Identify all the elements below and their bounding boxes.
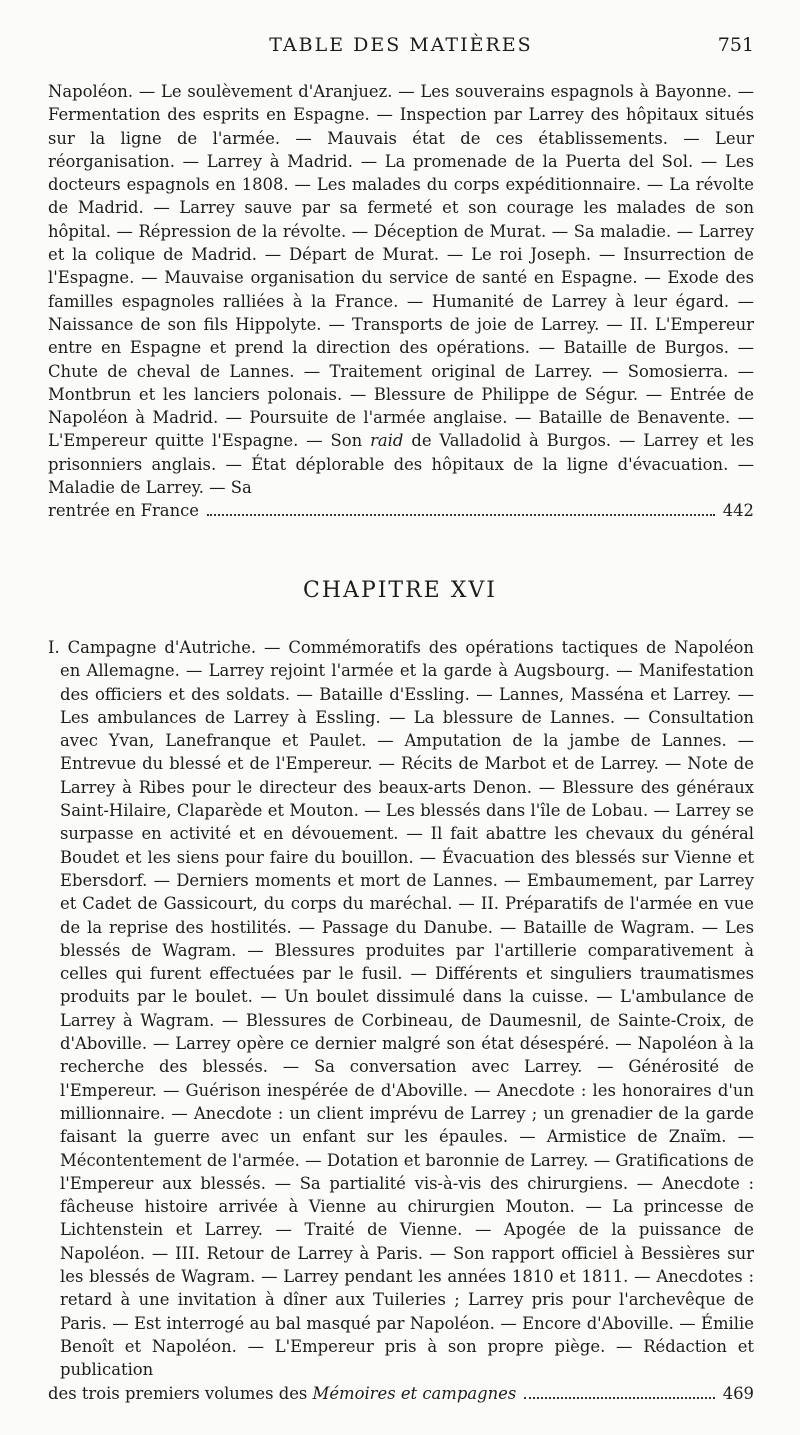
toc-entry-page-ref: 442 — [722, 501, 754, 521]
toc-entry-last-line — [48, 499, 754, 522]
chapter-heading: CHAPITRE XVI — [303, 578, 497, 603]
toc-entry-summary — [48, 80, 754, 499]
chapter-last-line — [48, 1382, 754, 1405]
chapter-summary: I. Campagne d'Autriche. — Commémoratifs des opérations tactiques de Napoléon en Allemagne. — Larrey rejoint l'armée et la garde à Augsbourg. — Manifestation des officiers et des soldats. — Bataille d'Essling. — Lannes, Masséna et Larrey. — Les ambulances de Larrey à Essling. — La blessure de Lannes. — Consultation avec Yvan, Lanefranque et Paulet. — Amputation de la jambe de Lannes. — Entrevue du blessé et de l'Empereur. — Récits de Marbot et de Larrey. — Note de Larrey à Ribes pour le directeur des beaux-arts Denon. — Blessure des généraux Saint-Hilaire, Claparède et Mouton. — Les blessés dans l'île de Lobau. — Larrey se surpasse en activité et en dévouement. — Il fait abattre les chevaux du général Boudet et les siens pour faire du bouillon. — Évacuation des blessés sur Vienne et Ebersdorf. — Derniers moments et mort de Lannes. — Embaumement, par Larrey et Cadet de Gassicourt, du corps du maréchal. — II. Préparatifs de l'armée en vue de la reprise des hostilités. — Passage du Danube. — Bataille de Wagram. — Les blessés de Wagram. — Blessures produites par l'artillerie comparativement à celles qui furent effectuées par le fusil. — Différents et singuliers traumatismes produits par le boulet. — Un boulet dissimulé dans la cuisse. — L'ambulance de Larrey à Wagram. — Blessures de Corbineau, de Daumesnil, de Sainte-Croix, de d'Aboville. — Larrey opère ce dernier malgré son état désespéré. — Napoléon à la recherche des blessés. — Sa conversation avec Larrey. — Générosité de l'Empereur. — Guérison inespérée de d'Aboville. — Anecdote : les honoraires d'un millionnaire. — Anecdote : un client imprévu de Larrey ; un grenadier de la garde faisant la guerre avec un enfant sur les épaules. — Armistice de Znaïm. — Mécontentement de l'armée. — Dotation et baronnie de Larrey. — Gratifications de l'Empereur aux blessés. — Sa partialité vis-à-vis des chirurgiens. — Anecdote : fâcheuse histoire arrivée à Vienne au chirurgien Mouton. — La princesse de Lichtenstein et Larrey. — Traité de Vienne. — Apogée de la puissance de Napoléon. — III. Retour de Larrey à Paris. — Son rapport officiel à Bessières sur les blessés de Wagram. — Larrey pendant les années 1810 et 1811. — Anecdotes : retard à une invitation à dîner aux Tuileries ; Larrey pris pour l'archevêque de Paris. — Est interrogé au bal masqué par Napoléon. — Encore d'Aboville. — Émilie Benoît et Napoléon. — L'Empereur pris à son propre piège. — Rédaction et publication — [48, 638, 754, 1380]
summary-text-2: de Valladolid à Burgos. — Larrey et les prisonniers anglais. — État déplorable des hôpitaux de la ligne d'évacuation. — Maladie de Larrey. — Sa — [48, 431, 755, 498]
chapter-page-ref: 469 — [722, 1383, 754, 1403]
summary-text: Napoléon. — Le soulèvement d'Aranjuez. — Les souverains espagnols à Bayonne. — Fermentation des esprits en Espagne. — Inspection par Larrey des hôpitaux situés sur la ligne de l'armée. — Mauvais état de ces établissements. — Leur réorganisation. — Larrey à Madrid. — La promenade de la Puerta del Sol. — Les docteurs espagnols en 1808. — Les malades du corps expéditionnaire. — La révolte de Madrid. — Larrey sauve par sa fermeté et son courage les malades de son hôpital. — Répression de la révolte. — Déception de Murat. — Sa maladie. — Larrey et la colique de Madrid. — Départ de Murat. — Le roi Joseph. — Insurrection de l'Espagne. — Mauvaise organisation du service de santé en Espagne. — Exode des familles espagnoles ralliées à la France. — Humanité de Larrey à leur égard. — Naissance de son fils Hippolyte. — Transports de joie de Larrey. — II. L'Empereur entre en Espagne et prend la direction des opérations. — Bataille de Burgos. — Chute de cheval de Lannes. — Traitement original de Larrey. — Somosierra. — Montbrun et les lanciers polonais. — Blessure de Philippe de Ségur. — Entrée de Napoléon à Madrid. — Poursuite de l'armée anglaise. — Bataille de Benavente. — L'Empereur quitte l'Espagne. — Son — [48, 82, 754, 451]
dot-leader — [207, 514, 715, 516]
running-head — [48, 34, 754, 60]
chapter-last-prefix: des trois premiers volumes des — [48, 1383, 313, 1403]
running-title: TABLE DES MATIÈRES — [269, 34, 533, 56]
toc-entry-last-text: rentrée en France — [48, 501, 200, 521]
page-number: 751 — [717, 34, 754, 56]
toc-entry-chapter-xvi — [48, 636, 754, 1405]
summary-italic: raid — [370, 431, 404, 451]
chapter-last-italic: Mémoires et campagnes — [312, 1383, 517, 1403]
toc-entry-previous-chapter — [48, 80, 754, 523]
dot-leader — [524, 1397, 714, 1399]
